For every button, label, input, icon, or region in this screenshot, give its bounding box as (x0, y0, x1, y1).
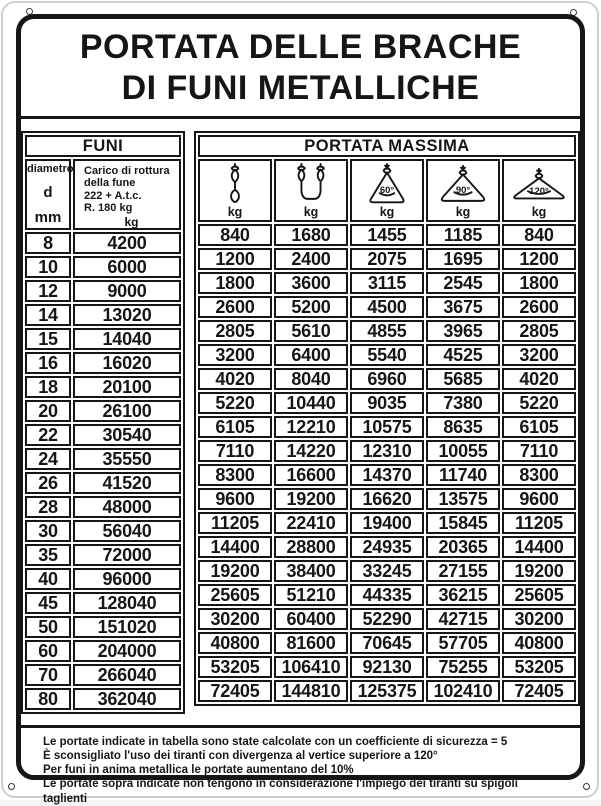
table-cell: 1800 (198, 272, 272, 294)
portata-row (198, 680, 576, 702)
table-cell: 44335 (350, 584, 424, 606)
portata-row (198, 656, 576, 678)
diameter-column-header (25, 159, 74, 231)
table-cell: 8300 (198, 464, 272, 486)
table-cell: 2600 (502, 296, 576, 318)
portata-row (198, 464, 576, 486)
table-cell: 19200 (198, 560, 272, 582)
portata-row (198, 560, 576, 582)
funi-row (25, 496, 181, 518)
funi-row (25, 568, 181, 590)
table-cell: 30540 (73, 424, 181, 446)
table-cell: 20 (25, 400, 71, 422)
table-cell: 2600 (198, 296, 272, 318)
table-cell: 12210 (274, 416, 348, 438)
column-unit: kg (227, 204, 243, 219)
note-line: Per funi in anima metallica le portate aumentano del 10% (43, 764, 354, 777)
table-cell: 56040 (73, 520, 181, 542)
diameter-unit: mm (34, 209, 62, 226)
funi-header: FUNI (25, 135, 181, 157)
table-cell: 22 (25, 424, 71, 446)
table-cell: 28800 (274, 536, 348, 558)
funi-row (25, 400, 181, 422)
table-cell: 14400 (198, 536, 272, 558)
table-cell: 10575 (350, 416, 424, 438)
table-cell: 60400 (274, 608, 348, 630)
table-cell: 5685 (426, 368, 500, 390)
table-cell: 13575 (426, 488, 500, 510)
table-cell: 4200 (73, 232, 181, 254)
table-cell: 36215 (426, 584, 500, 606)
table-cell: 8300 (502, 464, 576, 486)
table-cell: 1695 (426, 248, 500, 270)
portata-row (198, 392, 576, 414)
table-cell: 4855 (350, 320, 424, 342)
table-cell: 18 (25, 376, 71, 398)
column-header-basket (274, 159, 348, 222)
table-cell: 72000 (73, 544, 181, 566)
column-header-single-leg (198, 159, 272, 222)
column-header-90deg (426, 159, 500, 222)
table-cell: 14 (25, 304, 71, 326)
table-cell: 26100 (73, 400, 181, 422)
funi-row (25, 544, 181, 566)
portata-row (198, 440, 576, 462)
portata-row (198, 608, 576, 630)
funi-row (25, 472, 181, 494)
table-cell: 10440 (274, 392, 348, 414)
table-cell: 6400 (274, 344, 348, 366)
table-cell: 128040 (73, 592, 181, 614)
table-cell: 204000 (73, 640, 181, 662)
table-cell: 362040 (73, 688, 181, 710)
title-line-1: PORTATA DELLE BRACHE (79, 27, 522, 66)
mounting-hole-icon (583, 783, 590, 790)
table-cell: 3200 (502, 344, 576, 366)
table-cell: 3600 (274, 272, 348, 294)
table-cell: 2805 (198, 320, 272, 342)
title-divider (21, 116, 580, 119)
table-cell: 9000 (73, 280, 181, 302)
table-cell: 30200 (198, 608, 272, 630)
table-cell: 106410 (274, 656, 348, 678)
table-cell: 25605 (198, 584, 272, 606)
table-cell: 42715 (426, 608, 500, 630)
table-cell: 1800 (502, 272, 576, 294)
table-cell: 5610 (274, 320, 348, 342)
table-cell: 840 (502, 224, 576, 246)
title-line-2: DI FUNI METALLICHE (121, 68, 480, 107)
table-cell: 10055 (426, 440, 500, 462)
table-cell: 3965 (426, 320, 500, 342)
table-cell: 9600 (502, 488, 576, 510)
table-cell: 7380 (426, 392, 500, 414)
table-cell: 4020 (198, 368, 272, 390)
table-cell: 45 (25, 592, 71, 614)
table-cell: 70645 (350, 632, 424, 654)
portata-row (198, 296, 576, 318)
table-cell: 1200 (502, 248, 576, 270)
table-cell: 19200 (502, 560, 576, 582)
table-cell: 40 (25, 568, 71, 590)
portata-row (198, 536, 576, 558)
table-cell: 1200 (198, 248, 272, 270)
tables-row (21, 131, 580, 715)
table-cell: 72405 (198, 680, 272, 702)
column-unit: kg (303, 204, 319, 219)
table-cell: 60 (25, 640, 71, 662)
note-line: È sconsigliato l'uso dei tiranti con divergenza al vertice superiore a 120° (43, 749, 438, 762)
table-cell: 53205 (502, 656, 576, 678)
table-cell: 96000 (73, 568, 181, 590)
table-cell: 26 (25, 472, 71, 494)
funi-row (25, 640, 181, 662)
table-cell: 41520 (73, 472, 181, 494)
table-cell: 11205 (502, 512, 576, 534)
table-cell: 27155 (426, 560, 500, 582)
table-cell: 13020 (73, 304, 181, 326)
column-header-60deg (350, 159, 424, 222)
table-cell: 6960 (350, 368, 424, 390)
table-cell: 20365 (426, 536, 500, 558)
portata-row (198, 368, 576, 390)
funi-row (25, 304, 181, 326)
sign-border (16, 14, 585, 805)
table-cell: 52290 (350, 608, 424, 630)
funi-row (25, 448, 181, 470)
table-cell: 40800 (502, 632, 576, 654)
portata-row (198, 512, 576, 534)
table-cell: 35550 (73, 448, 181, 470)
portata-row (198, 416, 576, 438)
funi-table (21, 131, 185, 715)
table-cell: 50 (25, 616, 71, 638)
table-cell: 14400 (502, 536, 576, 558)
table-cell: 2805 (502, 320, 576, 342)
table-cell: 19400 (350, 512, 424, 534)
breaking-load-line: della fune (84, 177, 136, 189)
note-line: Le portate indicate in tabella sono state calcolate con un coefficiente di sicurezza = 5 (43, 735, 508, 748)
table-cell: 5200 (274, 296, 348, 318)
table-cell: 16600 (274, 464, 348, 486)
table-cell: 72405 (502, 680, 576, 702)
table-cell: 4500 (350, 296, 424, 318)
mounting-hole-icon (8, 783, 15, 790)
table-cell: 80 (25, 688, 71, 710)
table-cell: 3675 (426, 296, 500, 318)
notes-block (21, 728, 580, 806)
table-cell: 7110 (198, 440, 272, 462)
table-cell: 75255 (426, 656, 500, 678)
table-cell: 14040 (73, 328, 181, 350)
table-cell: 6105 (198, 416, 272, 438)
table-cell: 11740 (426, 464, 500, 486)
portata-section (194, 131, 580, 715)
table-cell: 3115 (350, 272, 424, 294)
funi-row (25, 376, 181, 398)
breaking-load-line: R. 180 kg (84, 202, 133, 214)
column-unit: kg (455, 204, 471, 219)
column-header-120deg (502, 159, 576, 222)
page-title (21, 19, 580, 116)
funi-row (25, 280, 181, 302)
funi-row (25, 352, 181, 374)
table-cell: 24 (25, 448, 71, 470)
table-cell: 1455 (350, 224, 424, 246)
table-cell: 8 (25, 232, 71, 254)
table-cell: 125375 (350, 680, 424, 702)
portata-row (198, 272, 576, 294)
table-cell: 3200 (198, 344, 272, 366)
portata-row (198, 248, 576, 270)
funi-row (25, 328, 181, 350)
two-leg-basket-sling-icon (285, 163, 337, 207)
table-cell: 28 (25, 496, 71, 518)
table-cell: 12310 (350, 440, 424, 462)
breaking-load-unit: kg (124, 214, 139, 229)
funi-row (25, 664, 181, 686)
table-cell: 1680 (274, 224, 348, 246)
funi-row (25, 592, 181, 614)
table-cell: 14370 (350, 464, 424, 486)
portata-row (198, 632, 576, 654)
table-cell: 33245 (350, 560, 424, 582)
table-cell: 51210 (274, 584, 348, 606)
table-cell: 25605 (502, 584, 576, 606)
table-cell: 19200 (274, 488, 348, 510)
column-unit: kg (531, 204, 547, 219)
table-cell: 53205 (198, 656, 272, 678)
table-cell: 8040 (274, 368, 348, 390)
funi-row (25, 520, 181, 542)
table-cell: 4525 (426, 344, 500, 366)
funi-row (25, 424, 181, 446)
table-cell: 8635 (426, 416, 500, 438)
table-cell: 11205 (198, 512, 272, 534)
table-cell: 40800 (198, 632, 272, 654)
funi-row (25, 688, 181, 710)
table-cell: 38400 (274, 560, 348, 582)
table-cell: 266040 (73, 664, 181, 686)
table-cell: 48000 (73, 496, 181, 518)
funi-row (25, 232, 181, 254)
table-cell: 6105 (502, 416, 576, 438)
table-cell: 30200 (502, 608, 576, 630)
table-cell: 57705 (426, 632, 500, 654)
portata-table (194, 131, 580, 706)
single-leg-vertical-sling-icon (213, 163, 257, 207)
table-cell: 5540 (350, 344, 424, 366)
table-cell: 2075 (350, 248, 424, 270)
table-cell: 20100 (73, 376, 181, 398)
column-unit: kg (379, 204, 395, 219)
table-cell: 151020 (73, 616, 181, 638)
table-cell: 144810 (274, 680, 348, 702)
table-cell: 6000 (73, 256, 181, 278)
sling-angle-label: 90° (455, 184, 471, 196)
table-cell: 9035 (350, 392, 424, 414)
table-cell: 15845 (426, 512, 500, 534)
funi-row (25, 256, 181, 278)
funi-row (25, 616, 181, 638)
table-cell: 9600 (198, 488, 272, 510)
table-cell: 840 (198, 224, 272, 246)
sling-angle-label: 120° (529, 185, 549, 197)
table-cell: 102410 (426, 680, 500, 702)
table-cell: 35 (25, 544, 71, 566)
table-cell: 10 (25, 256, 71, 278)
diameter-label: diametro (27, 162, 74, 175)
table-cell: 2545 (426, 272, 500, 294)
table-cell: 30 (25, 520, 71, 542)
table-cell: 14220 (274, 440, 348, 462)
table-cell: 81600 (274, 632, 348, 654)
table-cell: 5220 (198, 392, 272, 414)
breaking-load-column-header (73, 159, 181, 231)
table-cell: 5220 (502, 392, 576, 414)
breaking-load-line: 222 + A.t.c. (84, 189, 142, 202)
table-cell: 92130 (350, 656, 424, 678)
diameter-symbol: d (43, 183, 53, 201)
portata-header: PORTATA MASSIMA (198, 135, 576, 157)
portata-row (198, 584, 576, 606)
portata-row (198, 224, 576, 246)
table-cell: 2400 (274, 248, 348, 270)
table-cell: 24935 (350, 536, 424, 558)
table-cell: 16620 (350, 488, 424, 510)
portata-row (198, 320, 576, 342)
table-cell: 22410 (274, 512, 348, 534)
table-cell: 70 (25, 664, 71, 686)
note-line: Le portate sopra indicate non tengono in considerazione l'impiego dei tiranti su spigoli taglienti (43, 778, 518, 805)
breaking-load-line: Carico di rottura (84, 164, 170, 177)
table-cell: 16020 (73, 352, 181, 374)
table-cell: 12 (25, 280, 71, 302)
table-cell: 4020 (502, 368, 576, 390)
table-cell: 15 (25, 328, 71, 350)
portata-row (198, 344, 576, 366)
table-cell: 7110 (502, 440, 576, 462)
portata-row (198, 488, 576, 510)
table-cell: 1185 (426, 224, 500, 246)
table-cell: 16 (25, 352, 71, 374)
sling-angle-label: 60° (379, 184, 395, 196)
